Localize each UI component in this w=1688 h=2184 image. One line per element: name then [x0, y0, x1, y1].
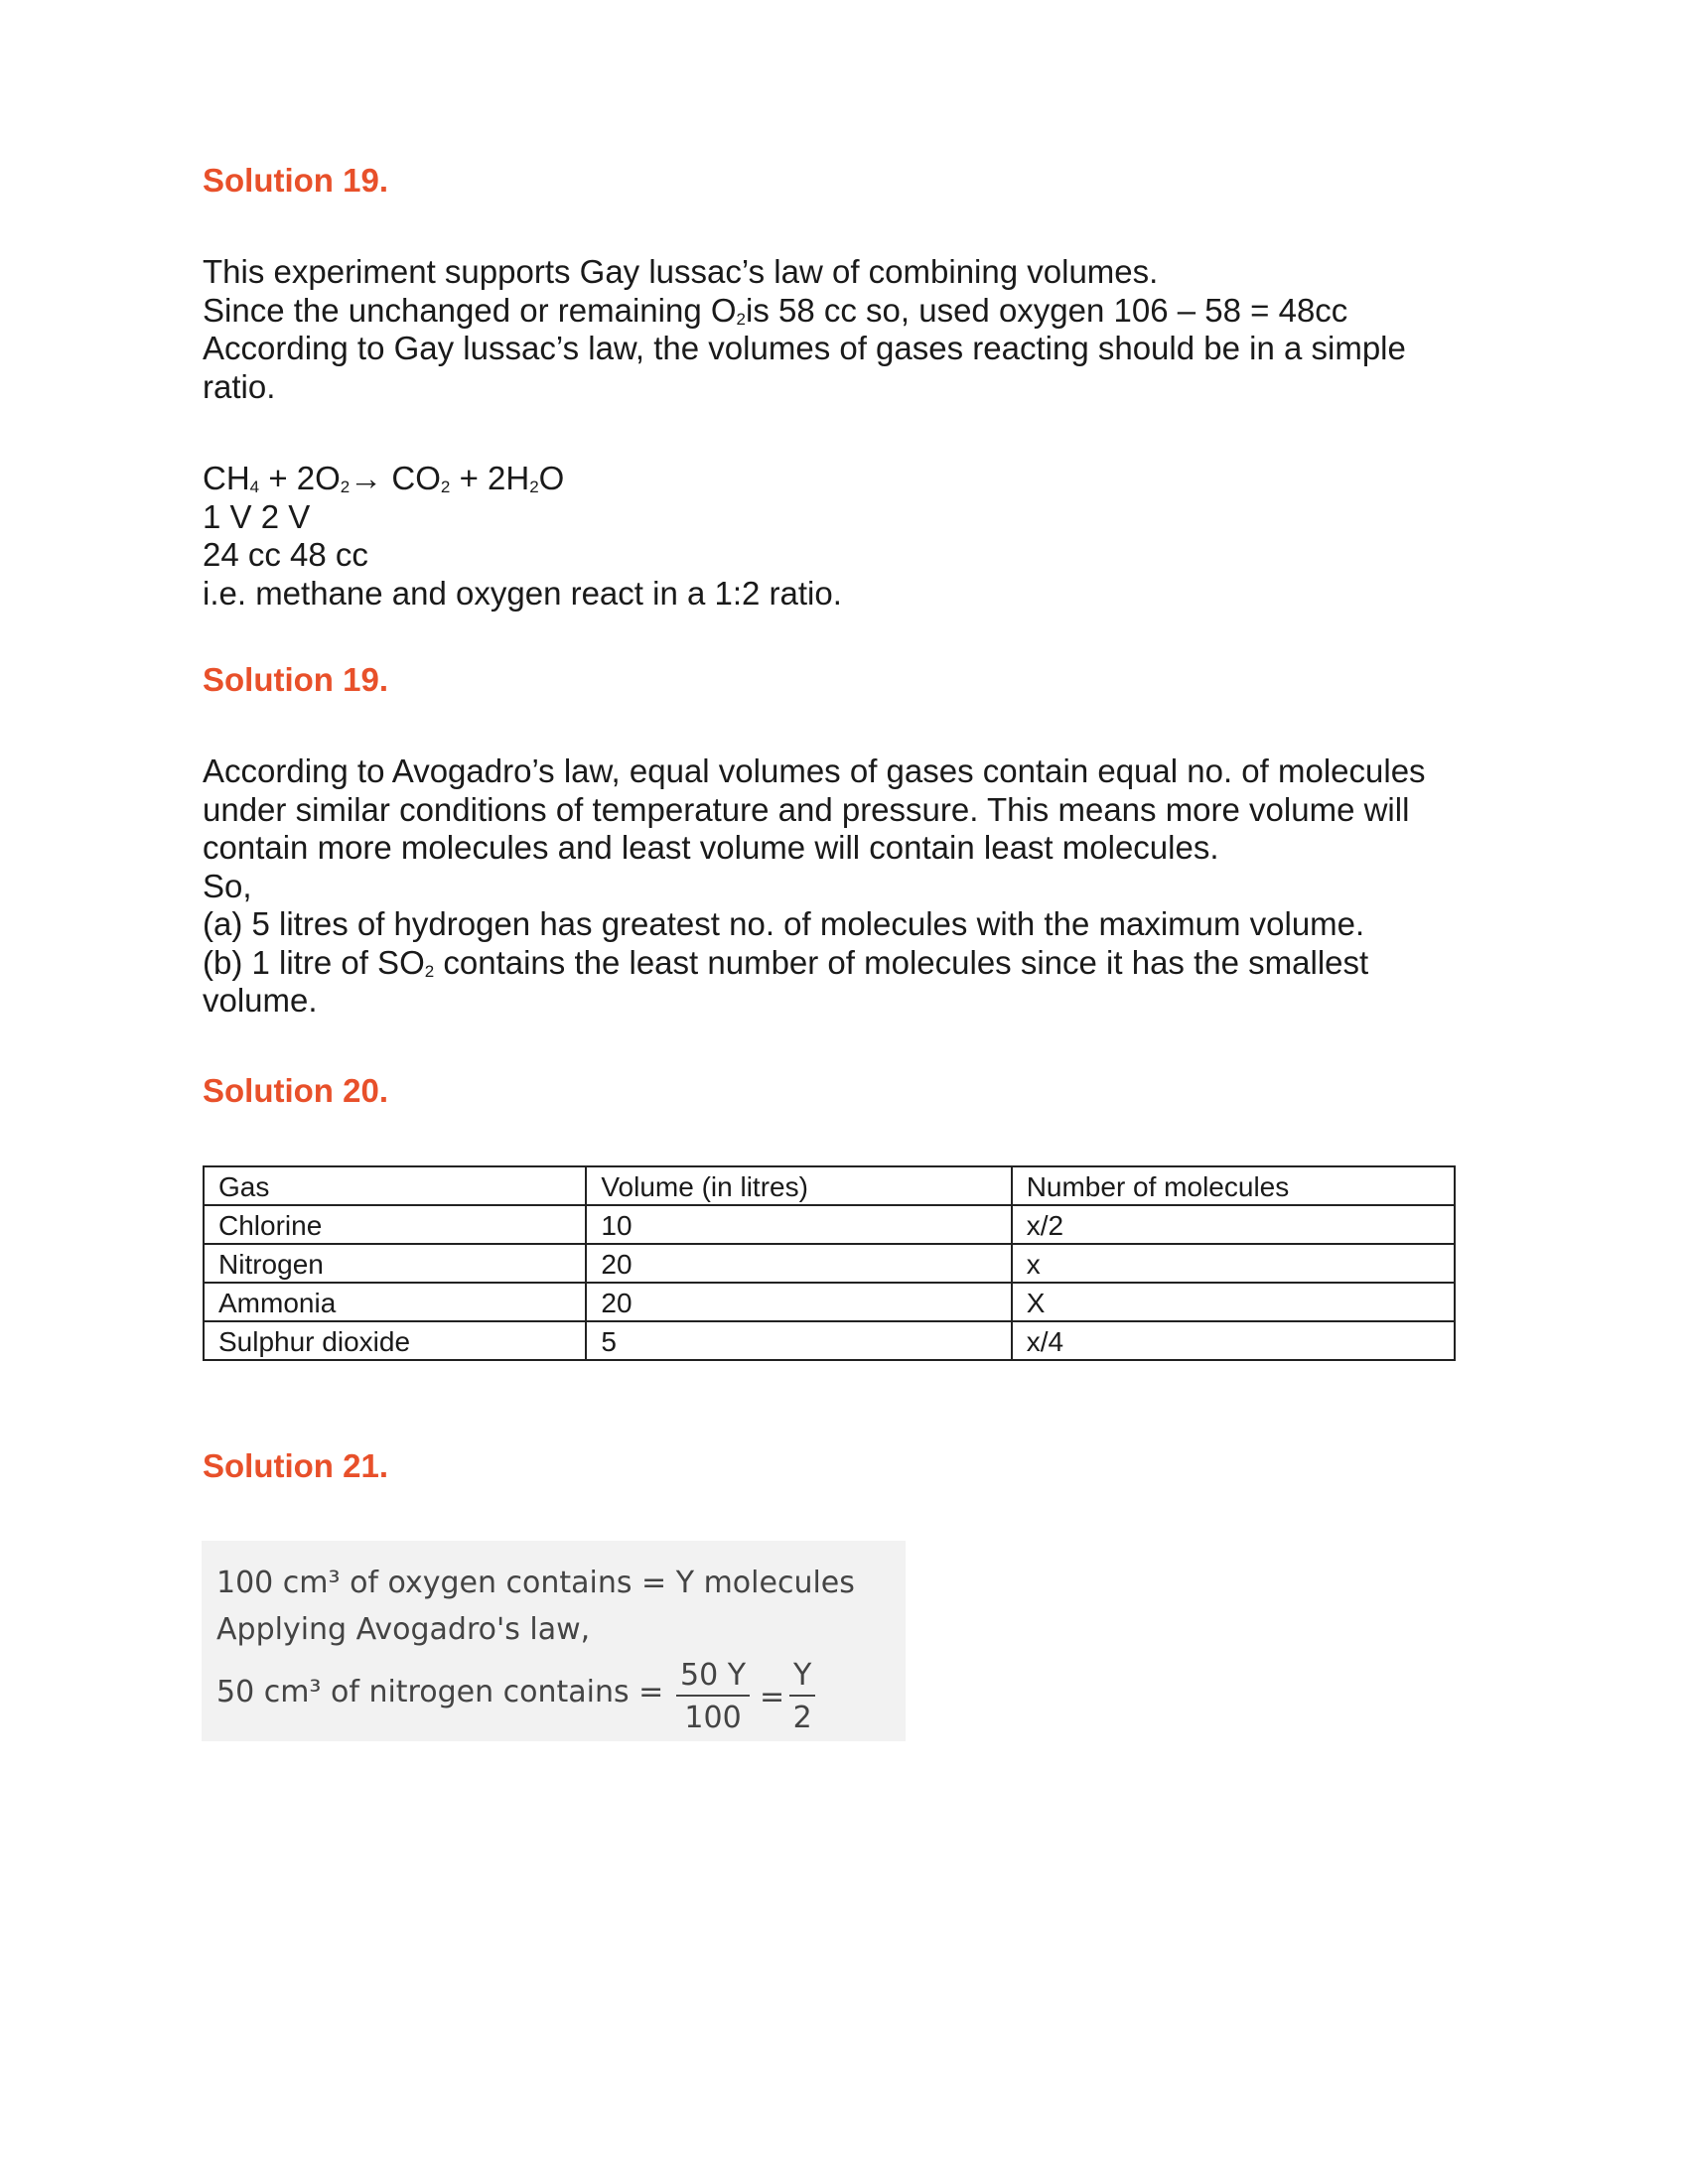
table-cell: x/4 — [1012, 1321, 1455, 1360]
text-line: This experiment supports Gay lussac’s law of combining volumes. — [203, 253, 1159, 290]
math-line-nitrogen: 50 cm³ of nitrogen contains = — [216, 1675, 664, 1709]
fraction-numerator: Y — [789, 1658, 815, 1697]
gas-volume-table — [203, 1165, 1456, 1361]
table-header-row — [204, 1166, 1455, 1205]
text-line: contain more molecules and least volume will contain least molecules. — [203, 829, 1219, 866]
equals-sign: = — [760, 1680, 785, 1714]
table-cell: Chlorine — [204, 1205, 586, 1244]
text-line: So, — [203, 867, 252, 904]
table-row — [204, 1205, 1455, 1244]
conclusion-line: i.e. methane and oxygen react in a 1:2 ratio. — [203, 574, 842, 612]
avogadro-math-box — [202, 1541, 906, 1741]
table-cell: X — [1012, 1283, 1455, 1321]
table-cell: 20 — [586, 1283, 1011, 1321]
table-cell: Ammonia — [204, 1283, 586, 1321]
cc-ratio-line: 24 cc 48 cc — [203, 536, 368, 573]
table-cell: Nitrogen — [204, 1244, 586, 1283]
fraction-denominator: 2 — [792, 1701, 812, 1735]
text-line: According to Gay lussac’s law, the volumes of gases reacting should be in a simple — [203, 330, 1406, 366]
solution-19-heading: Solution 19. — [203, 162, 389, 199]
text-line: Since the unchanged or remaining $O_2is$ 58 cc so, used oxygen 106 – 58 = 48cc — [203, 291, 1348, 329]
table-row — [204, 1321, 1455, 1360]
chemical-equation: $CH_4 + 2O_2\to CO_2 + 2H_2O$ — [203, 460, 565, 496]
table-cell: 5 — [586, 1321, 1011, 1360]
header-gas: Gas — [204, 1166, 586, 1205]
solution-20-heading: Solution 20. — [203, 1072, 389, 1109]
table-cell: x/2 — [1012, 1205, 1455, 1244]
text-line: (b) 1 litre of $SO_2$ contains the least number of molecules since it has the smallest — [203, 943, 1369, 981]
text-line: (a) 5 litres of hydrogen has greatest no. of molecules with the maximum volume. — [203, 905, 1365, 942]
solution-19b-heading: Solution 19. — [203, 661, 389, 698]
table-cell: 10 — [586, 1205, 1011, 1244]
table-cell: Sulphur dioxide — [204, 1321, 586, 1360]
text-line: ratio. — [203, 367, 276, 405]
fraction-y-over-2 — [789, 1658, 815, 1735]
solution-21-heading: Solution 21. — [203, 1447, 389, 1484]
text-line: According to Avogadro’s law, equal volumes of gases contain equal no. of molecules — [203, 752, 1426, 789]
solution-19-body — [203, 253, 1493, 406]
fraction-50y-over-100 — [676, 1658, 750, 1735]
solution-19b-body — [203, 752, 1493, 1021]
table-row — [204, 1244, 1455, 1283]
fraction-numerator: 50 Y — [676, 1658, 750, 1697]
methane-equation-block — [203, 460, 1493, 613]
header-molecules: Number of molecules — [1012, 1166, 1455, 1205]
fraction-denominator: 100 — [684, 1701, 742, 1735]
math-line-oxygen: 100 cm³ of oxygen contains = Y molecules — [216, 1566, 855, 1600]
table-row — [204, 1283, 1455, 1321]
table-cell: x — [1012, 1244, 1455, 1283]
math-line-law: Applying Avogadro's law, — [216, 1612, 591, 1647]
text-line: under similar conditions of temperature and pressure. This means more volume will — [203, 790, 1410, 828]
volume-ratio-line: 1 V 2 V — [203, 497, 311, 535]
text-line: volume. — [203, 982, 318, 1019]
table-cell: 20 — [586, 1244, 1011, 1283]
header-volume: Volume (in litres) — [586, 1166, 1011, 1205]
